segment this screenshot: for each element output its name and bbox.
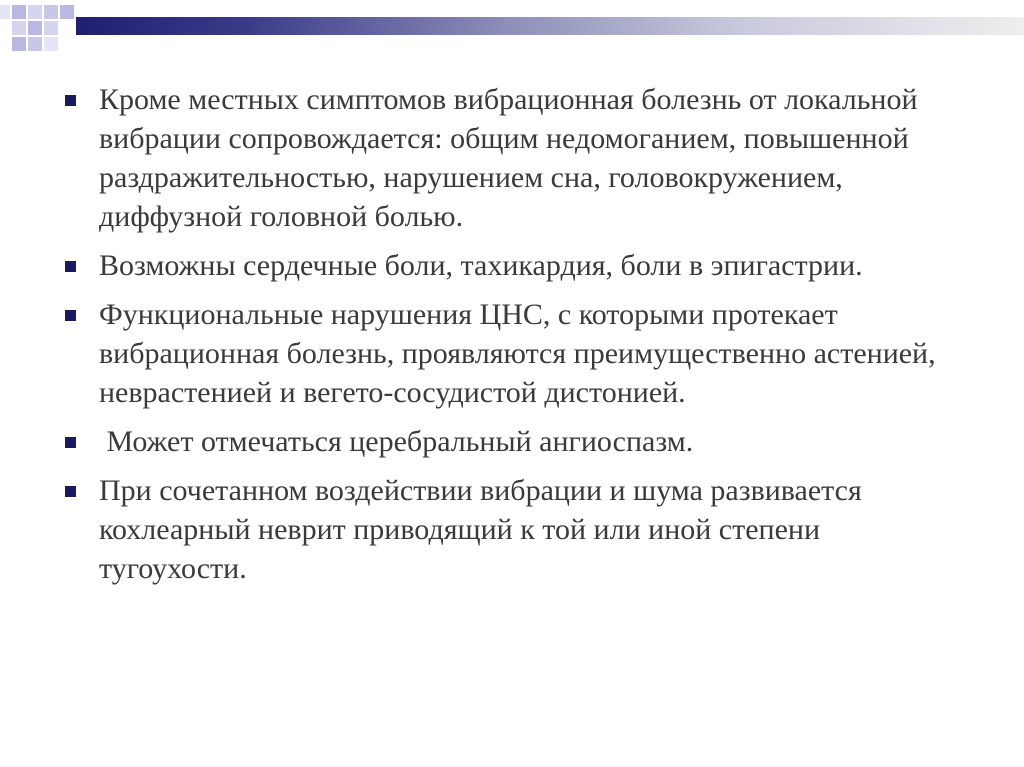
decor-square [28, 21, 42, 35]
square-bullet-icon [65, 310, 76, 321]
decor-square [12, 21, 26, 35]
bullet-text: Кроме местных симптомов вибрационная болезнь от локальной вибрации сопровождается: общим недомоганием, повышенной раздражительностью, нарушением сна, головокружением, диффузной головной болью. [99, 83, 918, 233]
decor-square [44, 21, 58, 35]
decor-square [12, 5, 26, 19]
bullet-text: При сочетанном воздействии вибрации и шума развивается кохлеарный неврит приводящий к той или иной степени тугоухости. [99, 474, 862, 585]
square-bullet-icon [65, 95, 76, 106]
bullet-item [60, 295, 960, 412]
bullet-text: Возможны сердечные боли, тахикардия, боли в эпигастрии. [99, 249, 863, 282]
bullet-item [60, 246, 960, 285]
slide-body [60, 80, 960, 598]
bullet-item [60, 422, 960, 461]
decor-square [44, 37, 58, 51]
square-bullet-icon [65, 261, 76, 272]
decor-square [60, 5, 74, 19]
bullet-list [60, 80, 960, 588]
header-gradient-bar [76, 17, 1024, 35]
bullet-item [60, 471, 960, 588]
decor-square [12, 37, 26, 51]
square-bullet-icon [65, 437, 76, 448]
square-bullet-icon [65, 486, 76, 497]
bullet-text: Может отмечаться церебральный ангиоспазм. [99, 425, 694, 458]
decor-square [44, 5, 58, 19]
decor-square [0, 5, 10, 19]
bullet-item [60, 80, 960, 236]
decor-square [28, 5, 42, 19]
decor-square [28, 37, 42, 51]
bullet-text: Функциональные нарушения ЦНС, с которыми протекает вибрационная болезнь, проявляются преимущественно астенией, неврастенией и вегето-сосудистой дистонией. [99, 298, 936, 409]
